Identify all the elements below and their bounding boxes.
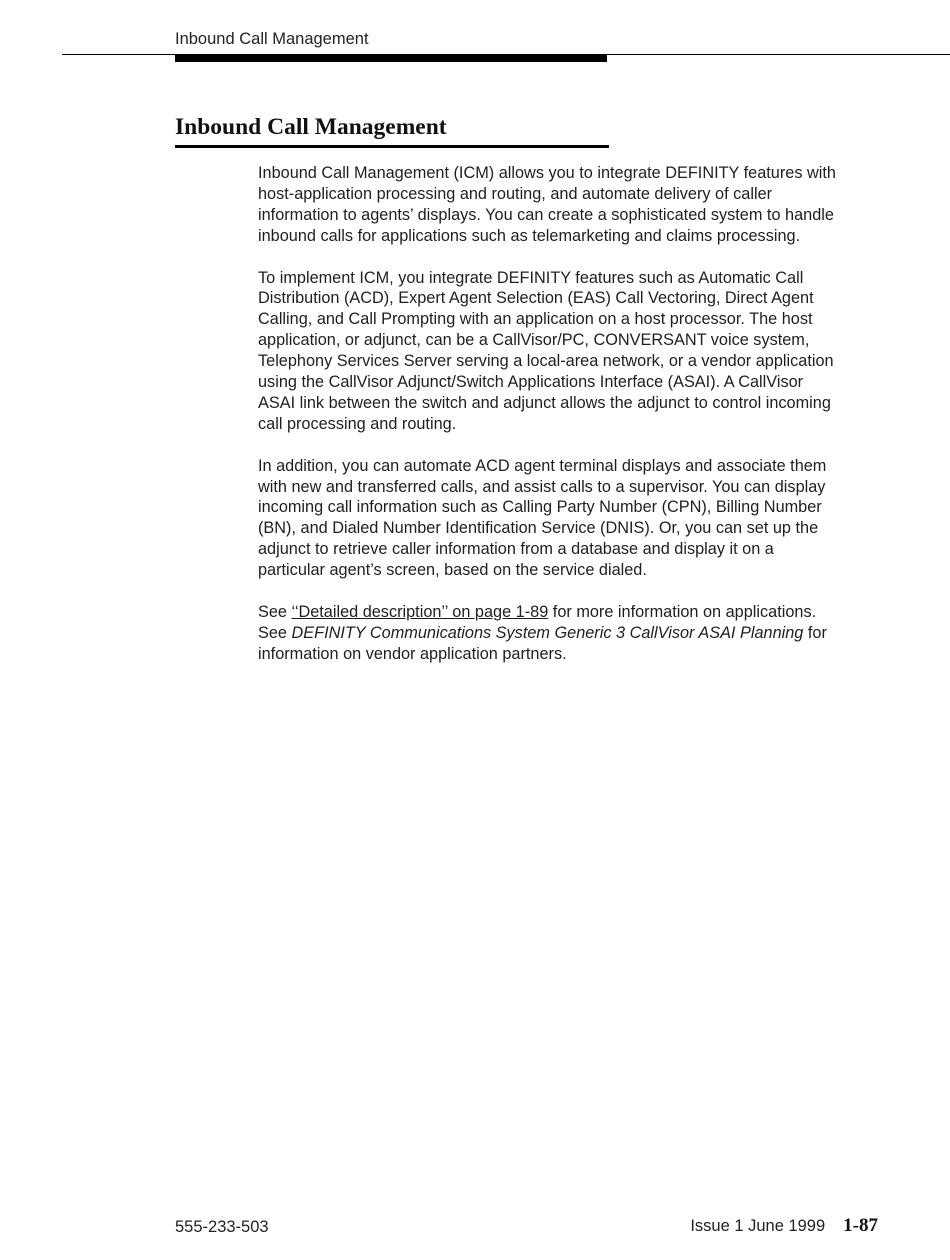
text-line: application, or adjunct, can be a CallVisor/PC, CONVERSANT voice system,	[258, 331, 810, 350]
footer-issue: Issue 1 June 1999	[690, 1217, 826, 1235]
text-line: incoming call information such as Calling Party Number (CPN), Billing Number	[258, 498, 822, 517]
text-line: call processing and routing.	[258, 414, 457, 433]
text-line: Inbound Call Management (ICM) allows you to integrate DEFINITY features with	[258, 164, 836, 182]
paragraph-4	[258, 602, 888, 665]
text-line: host-application processing and routing, and automate delivery of caller	[258, 184, 773, 203]
reference-suffix: for	[803, 623, 827, 642]
text-line: information to agents’ displays. You can create a sophisticated system to handle	[258, 205, 834, 224]
section-title: Inbound Call Management	[175, 114, 447, 140]
text-line: (BN), and Dialed Number Identification Service (DNIS). Or, you can set up the	[258, 519, 819, 538]
text-line	[258, 602, 888, 623]
text-line: adjunct to retrieve caller information from a database and display it on a	[258, 540, 774, 559]
see-prefix: See	[258, 602, 292, 621]
text-line: In addition, you can automate ACD agent terminal displays and associate them	[258, 456, 827, 475]
link-suffix: for more information on applications.	[548, 602, 817, 621]
section-title-rule	[175, 145, 609, 148]
text-line: ASAI link between the switch and adjunct allows the adjunct to control incoming	[258, 393, 831, 412]
body-text	[258, 163, 888, 686]
text-line: using the CallVisor Adjunct/Switch Applications Interface (ASAI). A CallVisor	[258, 373, 804, 392]
book-title-reference: DEFINITY Communications System Generic 3 CallVisor ASAI Planning	[291, 623, 804, 642]
text-line: Distribution (ACD), Expert Agent Selection (EAS) Call Vectoring, Direct Agent	[258, 289, 814, 308]
text-line: particular agent’s screen, based on the service dialed.	[258, 561, 647, 580]
text-line: Telephony Services Server serving a local-area network, or a vendor application	[258, 352, 834, 371]
running-header-title: Inbound Call Management	[175, 30, 369, 48]
header-rule-thick	[175, 54, 607, 62]
see-prefix: See	[258, 623, 292, 642]
detailed-description-link[interactable]: ‘‘Detailed description’’ on page 1-89	[291, 602, 549, 621]
text-line: inbound calls for applications such as telemarketing and claims processing.	[258, 226, 801, 245]
text-line: with new and transferred calls, and assist calls to a supervisor. You can display	[258, 477, 826, 496]
text-line: information on vendor application partners.	[258, 644, 567, 663]
text-line: To implement ICM, you integrate DEFINITY features such as Automatic Call	[258, 268, 804, 287]
footer-issue-page	[690, 1215, 878, 1237]
paragraph-1	[258, 163, 888, 247]
paragraph-2	[258, 268, 888, 435]
footer-doc-number: 555-233-503	[175, 1218, 269, 1236]
paragraph-3	[258, 456, 888, 581]
page-number: 1-87	[843, 1215, 878, 1236]
text-line: Calling, and Call Prompting with an application on a host processor. The host	[258, 310, 813, 329]
text-line	[258, 623, 888, 644]
